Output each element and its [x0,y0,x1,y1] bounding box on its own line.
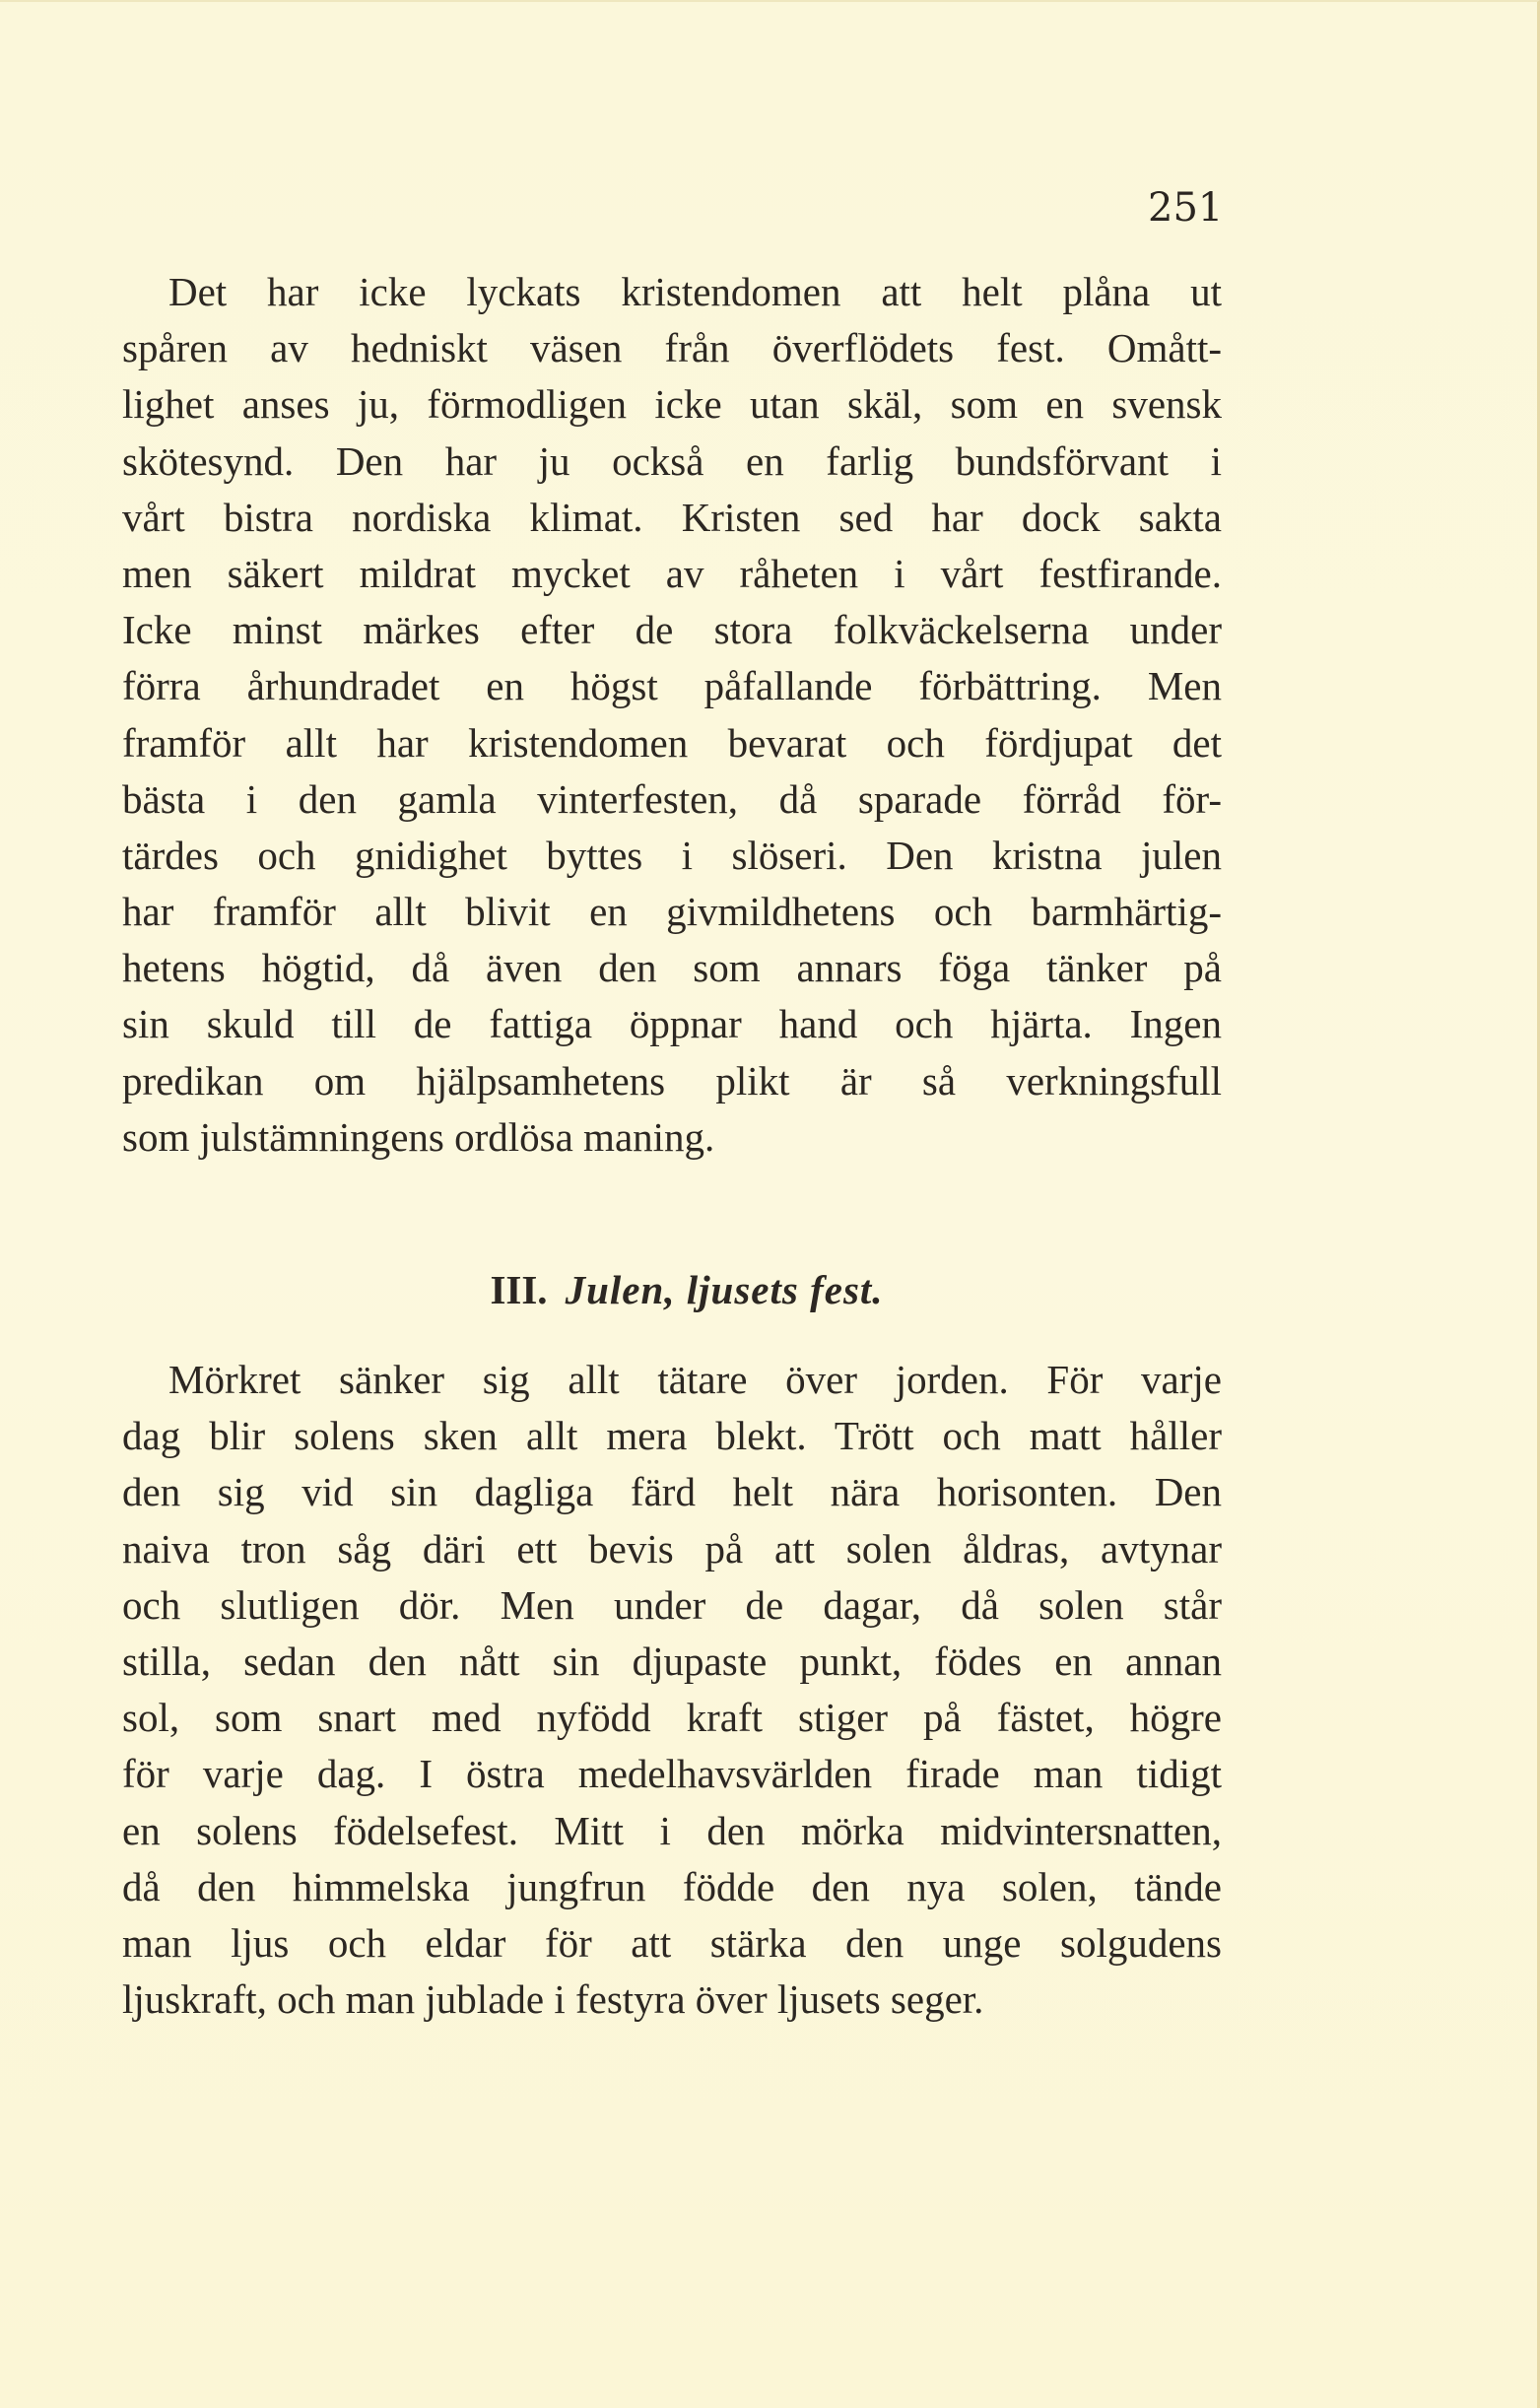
text-line: vårt bistra nordiska klimat. Kristen sed har dock sakta [122,494,1222,540]
section-title: Julen, ljusets fest. [565,1267,884,1312]
text-line: den sig vid sin dagliga färd helt nära horisonten. Den [122,1469,1222,1515]
text-line: och slutligen dör. Men under de dagar, då solen står [122,1581,1222,1628]
text-line: som julstämningens ordlösa maning. [122,1113,715,1160]
text-line: hetens högtid, då även den som annars föga tänker på [122,945,1222,991]
text-line: predikan om hjälpsamhetens plikt är så verkningsfull [122,1057,1222,1104]
text-line: tärdes och gnidighet byttes i slöseri. Den kristna julen [122,832,1222,878]
text-line: Det har icke lyckats kristendomen att helt plåna ut [168,269,1222,314]
page-number: 251 [1148,185,1224,231]
text-line: då den himmelska jungfrun födde den nya solen, tände [122,1863,1222,1909]
text-line: Icke minst märkes efter de stora folkväckelserna under [122,607,1222,653]
text-line: har framför allt blivit en givmildhetens och barmhärtig- [122,889,1222,935]
text-line: stilla, sedan den nått sin djupaste punkt, födes en annan [122,1638,1222,1684]
text-line: för varje dag. I östra medelhavsvärlden firade man tidigt [122,1751,1222,1797]
text-line: dag blir solens sken allt mera blekt. Trött och matt håller [122,1413,1222,1459]
section-numeral: III. [490,1267,548,1312]
text-line: ljuskraft, och man jublade i festyra över ljusets seger. [122,1976,984,2023]
paragraph-1 [122,264,1222,1166]
text-line: man ljus och eldar för att stärka den unge solgudens [122,1919,1222,1966]
text-line: bästa i den gamla vinterfesten, då sparade förråd för- [122,775,1222,822]
text-line: spåren av hedniskt väsen från överflödets fest. Omått- [122,325,1222,371]
text-line: en solens födelsefest. Mitt i den mörka midvintersnatten, [122,1807,1222,1853]
text-line: sin skuld till de fattiga öppnar hand och hjärta. Ingen [122,1001,1222,1047]
section-heading [122,1266,1222,1313]
text-line: skötesynd. Den har ju också en farlig bundsförvant i [122,437,1222,484]
text-line: men säkert mildrat mycket av råheten i vårt festfirande. [122,550,1222,596]
text-line: naiva tron såg däri ett bevis på att solen åldras, avtynar [122,1525,1222,1572]
paragraph-2 [122,1352,1222,2028]
text-line: sol, som snart med nyfödd kraft stiger på fästet, högre [122,1695,1222,1741]
text-line: Mörkret sänker sig allt tätare över jorden. För varje [168,1357,1222,1402]
text-line: förra århundradet en högst påfallande förbättring. Men [122,663,1222,709]
text-line: framför allt har kristendomen bevarat och fördjupat det [122,719,1222,766]
text-line: lighet anses ju, förmodligen icke utan skäl, som en svensk [122,381,1222,428]
